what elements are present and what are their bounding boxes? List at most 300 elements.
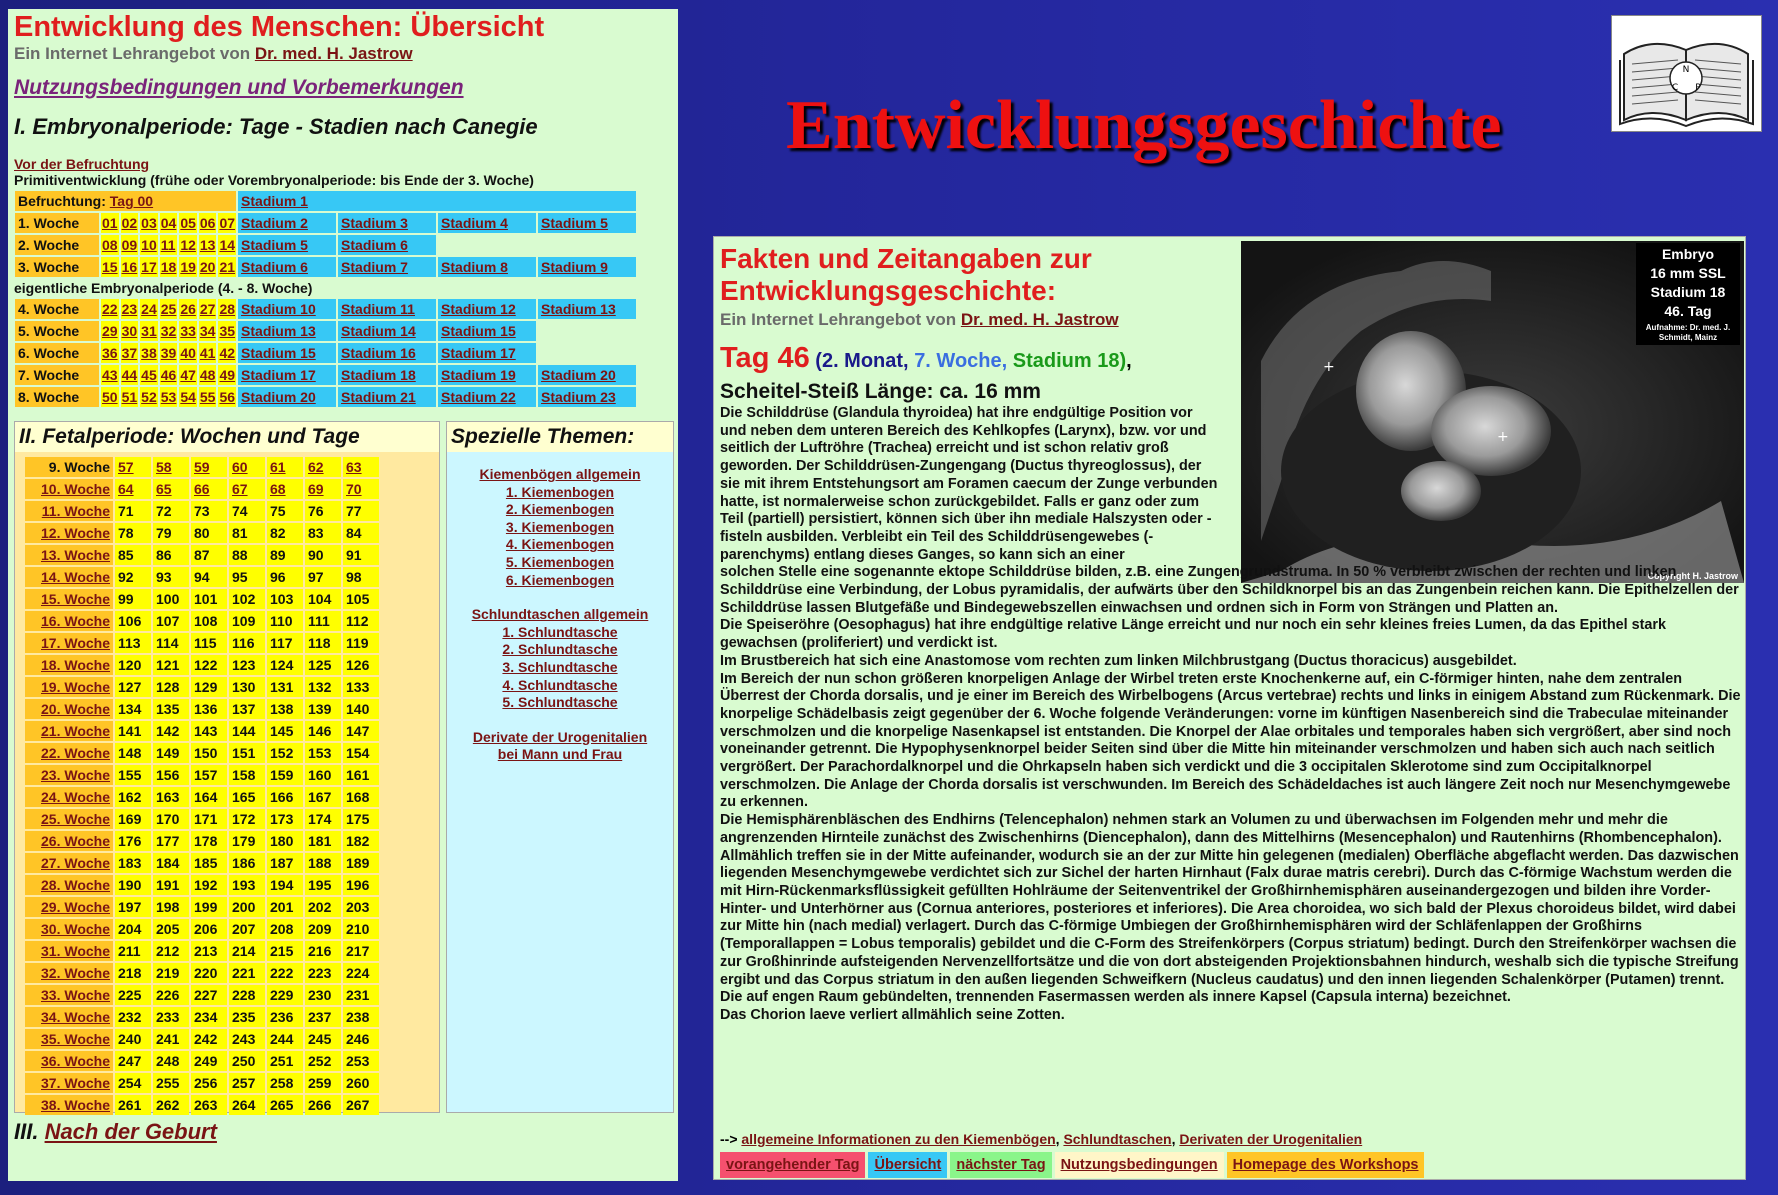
day-link-cell — [121, 365, 139, 385]
fetal-day-link-cell — [115, 479, 151, 499]
fetal-week-row — [25, 985, 379, 1005]
theme-link[interactable]: 4. Kiemenbogen — [505, 536, 615, 553]
fetal-day: 113 — [115, 633, 151, 653]
day-link[interactable]: 06 — [199, 215, 216, 231]
day-link-cell — [199, 365, 217, 385]
fetal-day-link[interactable]: 66 — [194, 481, 210, 497]
fetal-week-link[interactable]: 31. Woche — [41, 943, 110, 959]
stadium-link[interactable]: Stadium 5 — [541, 215, 608, 231]
stadium-link-cell — [438, 213, 536, 233]
fetal-day-link[interactable]: 65 — [156, 481, 172, 497]
fetal-day: 209 — [305, 919, 341, 939]
stadium-link-cell — [338, 343, 436, 363]
theme-link[interactable]: 5. Kiemenbogen — [505, 553, 615, 570]
fetal-week-link-cell — [25, 721, 113, 741]
fetal-day: 141 — [115, 721, 151, 741]
theme-link[interactable]: Derivate der Urogenitalien — [472, 728, 648, 745]
fetal-week-row — [25, 787, 379, 807]
fetal-day-link[interactable]: 60 — [232, 459, 248, 475]
fetal-day: 110 — [267, 611, 303, 631]
fetal-week-row — [25, 875, 379, 895]
stadium-link-cell — [338, 257, 436, 277]
fetal-day: 217 — [343, 941, 379, 961]
stadium-link[interactable]: Stadium 6 — [341, 237, 408, 253]
fetal-week-link[interactable]: 32. Woche — [41, 965, 110, 981]
fetal-day: 127 — [115, 677, 151, 697]
fetal-week-link-cell — [25, 699, 113, 719]
day-link[interactable]: 39 — [160, 345, 177, 361]
day-link-cell — [199, 257, 217, 277]
day-link-cell — [121, 235, 139, 255]
stadium-link[interactable]: Stadium 9 — [541, 259, 608, 275]
empty-cell — [438, 235, 536, 255]
fetal-day: 130 — [229, 677, 265, 697]
theme-item — [447, 519, 673, 537]
theme-link[interactable]: 5. Schlundtasche — [502, 694, 618, 711]
fetal-day: 205 — [153, 919, 189, 939]
day-link-cell — [101, 235, 119, 255]
overview-panel — [8, 9, 678, 1181]
stadium-link[interactable]: Stadium 6 — [241, 259, 308, 275]
fetal-week-link[interactable]: 24. Woche — [41, 789, 110, 805]
day-link[interactable]: 09 — [121, 237, 138, 253]
day-link-cell — [101, 343, 119, 363]
day-link[interactable]: 07 — [219, 215, 236, 231]
kiemenboegen-link[interactable]: allgemeine Informationen zu den Kiemenbögen — [741, 1131, 1056, 1147]
fetal-day: 248 — [153, 1051, 189, 1071]
fetal-week-link[interactable]: 15. Woche — [41, 591, 110, 607]
facts-author-link[interactable]: Dr. med. H. Jastrow — [960, 310, 1119, 329]
stadium-link[interactable]: Stadium 11 — [341, 301, 415, 317]
day-link-cell — [218, 343, 236, 363]
fetal-week-link[interactable]: 19. Woche — [41, 679, 110, 695]
week-label: 8. Woche — [15, 387, 99, 407]
fetal-day-link[interactable]: 68 — [270, 481, 286, 497]
fetal-week-row — [25, 677, 379, 697]
day-link-cell — [179, 343, 197, 363]
fetal-day: 250 — [229, 1051, 265, 1071]
fetal-week-link-cell — [25, 677, 113, 697]
day-link-cell — [101, 257, 119, 277]
fetal-day: 245 — [305, 1029, 341, 1049]
fetal-day: 260 — [343, 1073, 379, 1093]
fetal-week-row — [25, 941, 379, 961]
stadium-link[interactable]: Stadium 7 — [341, 259, 408, 275]
stadium-link[interactable]: Stadium 21 — [341, 389, 416, 405]
fetal-day: 175 — [343, 809, 379, 829]
fetal-week-row — [25, 721, 379, 741]
theme-item — [447, 484, 673, 502]
stadium-link[interactable]: Stadium 10 — [241, 301, 316, 317]
day-link[interactable]: 28 — [219, 301, 236, 317]
day-link[interactable]: 46 — [160, 367, 177, 383]
theme-link[interactable]: 6. Kiemenbogen — [505, 571, 615, 588]
day-link[interactable]: 50 — [102, 389, 118, 405]
day-link-cell — [140, 387, 158, 407]
fetal-day: 132 — [305, 677, 341, 697]
stadium-link[interactable]: Stadium 13 — [541, 301, 616, 317]
fetal-day: 247 — [115, 1051, 151, 1071]
theme-link[interactable]: 1. Kiemenbogen — [505, 483, 615, 500]
fetal-week-link[interactable]: 10. Woche — [41, 481, 110, 497]
fetal-week-link[interactable]: 29. Woche — [41, 899, 110, 915]
fetal-week-link[interactable]: 23. Woche — [41, 767, 110, 783]
stadium-link-cell — [538, 213, 636, 233]
fetal-day-link[interactable]: 69 — [308, 481, 324, 497]
fetal-day: 224 — [343, 963, 379, 983]
day-link[interactable]: 47 — [180, 367, 196, 383]
empty-cell — [538, 235, 636, 255]
week-row — [15, 387, 636, 407]
day-link[interactable]: 48 — [199, 367, 216, 383]
fetal-day: 221 — [229, 963, 265, 983]
fetal-day-link[interactable]: 61 — [270, 459, 286, 475]
day-link[interactable]: 25 — [160, 301, 177, 317]
fetal-week-link[interactable]: 14. Woche — [41, 569, 110, 585]
day-link[interactable]: 13 — [199, 237, 216, 253]
day-link[interactable]: 03 — [141, 215, 157, 231]
stadium-link[interactable]: Stadium 15 — [441, 323, 516, 339]
day-link[interactable]: 15 — [102, 259, 118, 275]
facts-panel — [713, 236, 1746, 1180]
fetal-week-link[interactable]: 36. Woche — [41, 1053, 110, 1069]
stadium-link[interactable]: Stadium 17 — [441, 345, 516, 361]
stadium-link[interactable]: Stadium 13 — [241, 323, 316, 339]
day-link[interactable]: 17 — [141, 259, 157, 275]
fetal-day: 112 — [343, 611, 379, 631]
fetal-day: 232 — [115, 1007, 151, 1027]
day-link[interactable]: 11 — [160, 237, 176, 253]
day-link[interactable]: 40 — [180, 345, 196, 361]
day-link[interactable]: 49 — [219, 367, 236, 383]
day-link-cell — [160, 235, 178, 255]
stadium-link[interactable]: Stadium 2 — [241, 215, 308, 231]
fetal-day: 184 — [153, 853, 189, 873]
day-link[interactable]: 01 — [102, 215, 118, 231]
fetal-day: 218 — [115, 963, 151, 983]
fetal-week-link[interactable]: 35. Woche — [41, 1031, 110, 1047]
fetal-week-link[interactable]: 37. Woche — [41, 1075, 110, 1091]
day-link[interactable]: 38 — [141, 345, 157, 361]
fetal-day: 85 — [115, 545, 151, 565]
svg-text:P: P — [1695, 83, 1701, 93]
fetal-day-link[interactable]: 64 — [118, 481, 134, 497]
fetal-day-link-cell — [153, 457, 189, 477]
day-link[interactable]: 14 — [219, 237, 236, 253]
day-link[interactable]: 34 — [199, 323, 216, 339]
fetal-week-row — [25, 809, 379, 829]
day-link[interactable]: 42 — [219, 345, 236, 361]
day-link-cell — [121, 213, 139, 233]
fetal-day: 164 — [191, 787, 227, 807]
day-link[interactable]: 54 — [180, 389, 196, 405]
day-link-cell — [140, 321, 158, 341]
fetal-day: 257 — [229, 1073, 265, 1093]
fetal-day: 229 — [267, 985, 303, 1005]
stage-label: Stadium 18) — [1012, 350, 1127, 372]
stadium-link[interactable]: Stadium 19 — [441, 367, 516, 383]
fetal-week-link[interactable]: 33. Woche — [41, 987, 110, 1003]
day-link-cell — [101, 213, 119, 233]
theme-link[interactable]: 2. Kiemenbogen — [505, 501, 615, 518]
schlundtaschen-link[interactable]: Schlundtaschen — [1063, 1131, 1172, 1147]
fetal-week-link[interactable]: 34. Woche — [41, 1009, 110, 1025]
fetal-day: 186 — [229, 853, 265, 873]
fetal-week-link-cell — [25, 545, 113, 565]
fetal-day: 180 — [267, 831, 303, 851]
fetal-week-link-cell — [25, 501, 113, 521]
day-link[interactable]: 04 — [160, 215, 177, 231]
fetal-day: 136 — [191, 699, 227, 719]
day-link[interactable]: 36 — [102, 345, 118, 361]
day-link[interactable]: 52 — [141, 389, 157, 405]
day-link[interactable]: 23 — [121, 301, 138, 317]
day-link[interactable]: 56 — [219, 389, 236, 405]
day-link[interactable]: 16 — [121, 259, 138, 275]
fetal-day: 219 — [153, 963, 189, 983]
fetal-week-link-cell — [25, 479, 113, 499]
stage-suffix: , — [1126, 350, 1132, 372]
fetal-week-link-cell — [25, 743, 113, 763]
day-link[interactable]: 44 — [121, 367, 138, 383]
stadium-link-cell — [338, 387, 436, 407]
day-link-cell — [218, 235, 236, 255]
theme-link[interactable]: 3. Schlundtasche — [502, 658, 618, 675]
day-link-cell — [121, 387, 139, 407]
day-link[interactable]: 22 — [102, 301, 118, 317]
day-link[interactable]: 33 — [180, 323, 196, 339]
day-link[interactable]: 31 — [141, 323, 157, 339]
fetal-week-link-cell — [25, 1029, 113, 1049]
nav-button[interactable]: Nutzungsbedingungen — [1055, 1152, 1224, 1178]
fetal-week-link[interactable]: 22. Woche — [41, 745, 110, 761]
day-link[interactable]: 24 — [141, 301, 157, 317]
theme-link[interactable]: Schlundtaschen allgemein — [471, 606, 649, 623]
day-link[interactable]: 29 — [102, 323, 118, 339]
day-link-cell — [179, 235, 197, 255]
day-link[interactable]: 12 — [180, 237, 196, 253]
fetal-day: 185 — [191, 853, 227, 873]
after-birth-prefix: III. — [14, 1119, 45, 1144]
author-link[interactable]: Dr. med. H. Jastrow — [254, 44, 413, 63]
theme-link[interactable]: 4. Schlundtasche — [502, 676, 618, 693]
day-link[interactable]: 32 — [160, 323, 177, 339]
fetal-day-link-cell — [343, 479, 379, 499]
fetal-week-link-cell — [25, 963, 113, 983]
fetal-day: 120 — [115, 655, 151, 675]
stadium-link[interactable]: Stadium 23 — [541, 389, 616, 405]
day-link[interactable]: 30 — [121, 323, 138, 339]
day-link[interactable]: 27 — [199, 301, 216, 317]
fetal-week-link[interactable]: 21. Woche — [41, 723, 110, 739]
stadium-link[interactable]: Stadium 16 — [341, 345, 416, 361]
stadium-link[interactable]: Stadium 5 — [241, 237, 308, 253]
stadium-link-cell — [438, 365, 536, 385]
day-link[interactable]: 41 — [199, 345, 216, 361]
day-link[interactable]: 10 — [141, 237, 157, 253]
theme-item — [447, 572, 673, 590]
fetal-day: 146 — [305, 721, 341, 741]
theme-link[interactable]: 1. Schlundtasche — [502, 623, 618, 640]
empty-cell — [538, 321, 636, 341]
theme-item — [447, 624, 673, 642]
befruchtung-label: Befruchtung: — [18, 193, 106, 209]
day-link[interactable]: 55 — [199, 389, 216, 405]
nav-button[interactable]: vorangehender Tag — [720, 1152, 865, 1178]
fetal-day: 129 — [191, 677, 227, 697]
fetal-day: 235 — [229, 1007, 265, 1027]
fetal-day: 126 — [343, 655, 379, 675]
urogenital-link[interactable]: Derivaten der Urogenitalien — [1179, 1131, 1363, 1147]
fetal-week-link[interactable]: 17. Woche — [41, 635, 110, 651]
week-label: 6. Woche — [15, 343, 99, 363]
fetal-day-link[interactable]: 63 — [346, 459, 362, 475]
fetal-week-link[interactable]: 38. Woche — [41, 1097, 110, 1113]
book-logo-icon[interactable] — [1611, 15, 1762, 132]
nav-button[interactable]: Homepage des Workshops — [1227, 1152, 1425, 1178]
day-link[interactable]: 20 — [199, 259, 216, 275]
fetal-week-link-cell — [25, 765, 113, 785]
fetal-day: 233 — [153, 1007, 189, 1027]
fetal-day: 102 — [229, 589, 265, 609]
fetal-day: 181 — [305, 831, 341, 851]
stadium-link[interactable]: Stadium 4 — [441, 215, 508, 231]
day-link[interactable]: 43 — [102, 367, 118, 383]
stadium-link[interactable]: Stadium 12 — [441, 301, 516, 317]
fetal-day-link-cell — [191, 479, 227, 499]
embryo-heading: I. Embryonalperiode: Tage - Stadien nach Canegie — [14, 114, 538, 139]
fetal-week-link[interactable]: 27. Woche — [41, 855, 110, 871]
fetal-week-link[interactable]: 12. Woche — [41, 525, 110, 541]
fetal-week-row — [25, 1007, 379, 1027]
day-link[interactable]: 37 — [121, 345, 138, 361]
fetal-day-link[interactable]: 67 — [232, 481, 248, 497]
brain-paragraph: Die Hemisphärenbläschen des Endhirns (Telencephalon) nehmen stark an Volumen zu und überwachsen im Folgenden mehr und mehr die angrenzenden Hirnteile zunächst des Zwischenhirns (Diencephalon), dann des Mittelhirns (Mesencephalon) und Rautenhirns (Rhombencephalon). Allmählich treffen sie in der Mitte aufeinander, wodurch sie an der zur Mitte hin gelegenen (medialen) Oberfläche abgeflacht werden. Das dazwischen liegenden Mesenchymgewebe verdichtet sich zur Sichel der harten Hirnhaut (Falx durae matris cerebri). Durch das C-förmige Wachstum werden die mit Hirn-Rückenmarksflüssigkeit gefüllten Hohlräume der Seitenventrikel der Großhirnhemisphären auseinandergezogen und bilden ihre Vorder- Hinter- und Unterhörner aus (Cornua anteriores, posteriores et inferiores). Die Area choroidea, wo sich bald der Plexus choroideus bildet, wird dabei zur Mitte hin (nach medial) verlagert. Durch das C-förmige Umbiegen der Großhirnhemisphären wird der Schläfenlappen der Großhirns (Temporallappen = Lobus temporalis) gebildet und die C-Form des Streifenkörpers (Corpus striatum) bedingt. Durch den Streifenkörper wachsen die zur Großhinrinde aufsteigenden Nervenzellfortsätze und die von dort absteigenden Projektionsbahnen hindurch, weshalb sich die typische Streifung ergibt und das Corpus striatum in den außen liegenden Schweifkern (Nucleus caudatus) und den innen liegenden Schalenkörper (Putamen) trennt. Die auf engen Raum gebündelten, trennenden Fasermassen werden als innere Kapsel (Capsula interna) bezeichnet. — [720, 812, 1739, 1006]
stadium-link[interactable]: Stadium 8 — [441, 259, 508, 275]
fetal-week-row — [25, 853, 379, 873]
tag-00-link[interactable]: Tag 00 — [109, 193, 154, 209]
fetal-week-link[interactable]: 30. Woche — [41, 921, 110, 937]
thyroid-paragraph-wide: solchen Stelle eine sogenannte ektope Schilddrüse bilden, z.B. eine Zungengrundstruma. In 50 % verbleibt zwischen der rechten und linken Schilddrüse eine Verbindung, der Lobus pyramidalis, der aufwärts über den Schildknorpel bis an das Zungenbein reichen kann. Die Epithelzellen der Schilddrüse lassen Blutgefäße und Bindegewebszellen einwachsen und ordnen sich in Form von Strängen und Platten an. — [720, 564, 1739, 616]
fetal-day-link[interactable]: 70 — [346, 481, 362, 497]
day-link[interactable]: 35 — [219, 323, 236, 339]
fetal-week-link-cell — [25, 655, 113, 675]
day-link-cell — [140, 343, 158, 363]
fetal-day: 266 — [305, 1095, 341, 1115]
stadium-link-cell — [338, 321, 436, 341]
after-birth-link[interactable]: Nach der Geburt — [44, 1119, 217, 1144]
theme-item — [447, 536, 673, 554]
day-link-cell — [179, 321, 197, 341]
fetal-week-label: 9. Woche — [25, 457, 113, 477]
day-link[interactable]: 21 — [219, 259, 236, 275]
week-row — [15, 343, 636, 363]
day-link[interactable]: 45 — [141, 367, 157, 383]
day-link-cell — [121, 299, 139, 319]
fetal-day-link[interactable]: 59 — [194, 459, 210, 475]
stadium-link[interactable]: Stadium 18 — [341, 367, 416, 383]
fetal-week-link-cell — [25, 853, 113, 873]
themes-box — [446, 421, 674, 1113]
stadium-link[interactable]: Stadium 3 — [341, 215, 408, 231]
fetal-week-link[interactable]: 25. Woche — [41, 811, 110, 827]
day-link[interactable]: 51 — [121, 389, 138, 405]
vertebra-paragraph: Im Bereich der nun schon größeren knorpeligen Anlage der Wirbel treten erste Knochenkerne auf, ein C-förmiger hinten, nahe dem zentralen Überrest der Chorda dorsalis, und je einer im Bereich des Wirbelbogens (Arcus vertebrae) rechts und links in einigem Abstand zum Rückenmark. Die knorpelige Schädelbasis zeigt gegenüber der 6. Woche folgende Veränderungen: vorne im künftigen Nasenbereich sind die Trabeculae miteinander verschmolzen und die knorpelige Nasenkapsel ist entstanden. Die Knorpel der Alae orbitales und temporales haben sich vergrößert, aber sind noch voneinander getrennt. Die Hypophysenknorpel beider Seiten sind über die Mitte hin miteinander verschmolzen und haben sich auch nach seitlich vergrößert. Der Parachordalknorpel und die Ohrkapseln haben sich verdickt und die 3 occipitalen Sklerotome sind zum Occipitalknorpel verschmolzen. Die Anlage der Chorda dorsalis ist verschwunden. Im Bereich des Schädeldaches ist auch längere Zeit noch nur Mesenchymgewebe zu erkennen. — [720, 670, 1741, 811]
vor-befruchtung-link[interactable]: Vor der Befruchtung — [14, 156, 150, 172]
fetal-week-link[interactable]: 13. Woche — [41, 547, 110, 563]
theme-link[interactable]: 2. Schlundtasche — [502, 641, 618, 658]
stadium-link[interactable]: Stadium 15 — [241, 345, 316, 361]
fetal-day: 88 — [229, 545, 265, 565]
fetal-table — [23, 455, 381, 1117]
day-link[interactable]: 18 — [160, 259, 177, 275]
fetal-day: 95 — [229, 567, 265, 587]
stadium-link[interactable]: Stadium 14 — [341, 323, 416, 339]
fetal-day: 91 — [343, 545, 379, 565]
fetal-week-link[interactable]: 20. Woche — [41, 701, 110, 717]
stadium-link-cell — [438, 321, 536, 341]
day-link-cell — [199, 213, 217, 233]
day-link[interactable]: 05 — [180, 215, 196, 231]
fetal-week-link-cell — [25, 985, 113, 1005]
fetal-day: 81 — [229, 523, 265, 543]
fetal-day: 240 — [115, 1029, 151, 1049]
stadium-link[interactable]: Stadium 20 — [241, 389, 316, 405]
week-label: 7. Woche, — [914, 350, 1008, 372]
stadium-link[interactable]: Stadium 20 — [541, 367, 616, 383]
fetal-week-link[interactable]: 11. Woche — [41, 503, 110, 519]
fetal-week-link[interactable]: 18. Woche — [41, 657, 110, 673]
fetal-day: 222 — [267, 963, 303, 983]
stadium-link[interactable]: Stadium 17 — [241, 367, 316, 383]
fetal-week-link[interactable]: 16. Woche — [41, 613, 110, 629]
nutzung-link[interactable]: Nutzungsbedingungen und Vorbemerkungen — [14, 76, 464, 99]
day-link[interactable]: 19 — [180, 259, 196, 275]
fetal-week-link[interactable]: 28. Woche — [41, 877, 110, 893]
fetal-day: 163 — [153, 787, 189, 807]
day-link[interactable]: 02 — [121, 215, 138, 231]
links-arrow: --> — [720, 1131, 742, 1147]
fetal-day: 92 — [115, 567, 151, 587]
day-link[interactable]: 08 — [102, 237, 118, 253]
day-link[interactable]: 26 — [180, 301, 196, 317]
fetal-week-row — [25, 743, 379, 763]
nav-button[interactable]: nächster Tag — [950, 1152, 1051, 1178]
stadium-link[interactable]: Stadium 22 — [441, 389, 516, 405]
theme-link[interactable]: Kiemenbögen allgemein — [479, 466, 641, 482]
stadium-link[interactable]: Stadium 1 — [241, 193, 308, 209]
fetal-day: 252 — [305, 1051, 341, 1071]
fetal-day: 115 — [191, 633, 227, 653]
nav-button[interactable]: Übersicht — [868, 1152, 947, 1178]
fetal-day-link[interactable]: 57 — [118, 459, 134, 475]
fetal-week-link-cell — [25, 1073, 113, 1093]
fetal-day: 254 — [115, 1073, 151, 1093]
fetal-day: 207 — [229, 919, 265, 939]
stadium-link-cell — [238, 321, 336, 341]
theme-link[interactable]: bei Mann und Frau — [497, 746, 623, 763]
day-link-cell — [140, 299, 158, 319]
empty-cell — [538, 343, 636, 363]
fetal-day: 174 — [305, 809, 341, 829]
fetal-day: 173 — [267, 809, 303, 829]
fetal-week-link[interactable]: 26. Woche — [41, 833, 110, 849]
day-link[interactable]: 53 — [160, 389, 177, 405]
fetal-day-link[interactable]: 62 — [308, 459, 324, 475]
fetal-day-link[interactable]: 58 — [156, 459, 172, 475]
theme-link[interactable]: 3. Kiemenbogen — [505, 518, 615, 535]
fetal-week-link-cell — [25, 611, 113, 631]
